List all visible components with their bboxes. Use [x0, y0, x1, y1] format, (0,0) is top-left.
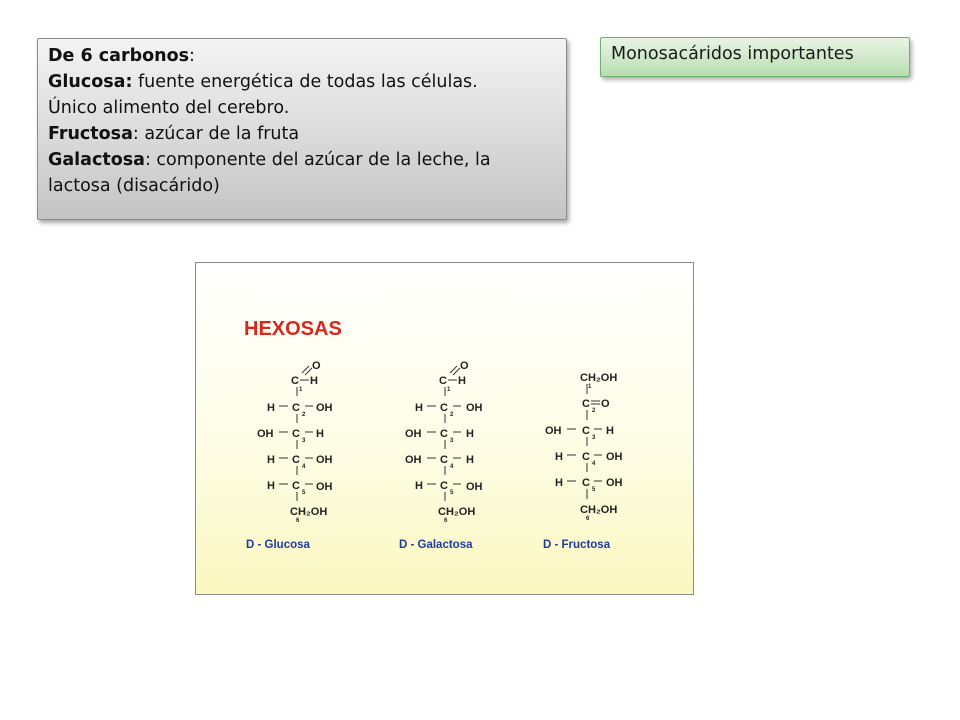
galactose-r3-right: H — [466, 428, 474, 440]
galactose-r3-left: OH — [405, 428, 422, 440]
fructose-r4-right: OH — [606, 451, 623, 463]
galactose-n6: 6 — [444, 518, 448, 524]
glucose-r4-right: OH — [316, 454, 333, 466]
glucose-n4: 4 — [302, 464, 306, 470]
fructose-n3: 3 — [592, 435, 596, 441]
fructose-top-ch2oh: CH₂OH — [580, 372, 618, 384]
text-fructosa: : azúcar de la fruta — [132, 124, 300, 144]
glucose-r3-right: H — [316, 428, 324, 440]
fructose-r3-right: H — [606, 425, 614, 437]
glucose-n6: 6 — [296, 518, 300, 524]
galactose-n2: 2 — [450, 412, 454, 418]
text-carbonos: : — [189, 46, 195, 66]
description-textbox — [37, 38, 567, 220]
glucose-c3: C — [292, 428, 300, 440]
glucose-structure — [257, 360, 333, 524]
fructose-n2: 2 — [592, 408, 596, 414]
galactose-c4: C — [440, 454, 448, 466]
fructose-n5: 5 — [592, 487, 596, 493]
glucose-n3: 3 — [302, 438, 306, 444]
line-galactosa — [48, 147, 556, 173]
galactose-n5: 5 — [450, 490, 454, 496]
text-glucosa: fuente energética de todas las células. — [132, 72, 478, 92]
galactose-c2: C — [440, 402, 448, 414]
galactose-n3: 3 — [450, 438, 454, 444]
glucose-r2-right: OH — [316, 402, 333, 414]
galactose-n1: 1 — [447, 387, 451, 393]
galactose-r2-left: H — [415, 402, 423, 414]
galactose-name: D - Galactosa — [399, 539, 473, 551]
galactose-ch2oh: CH₂OH — [438, 506, 476, 518]
figure-title: HEXOSAS — [244, 318, 342, 340]
fructose-c5: C — [582, 477, 590, 489]
fructose-n6: 6 — [586, 516, 590, 522]
glucose-o: O — [312, 360, 321, 372]
fructose-structure — [545, 372, 623, 522]
fructose-c4: C — [582, 451, 590, 463]
fructose-r5-right: OH — [606, 477, 623, 489]
glucose-c1: C — [291, 375, 299, 387]
line-lactosa: lactosa (disacárido) — [48, 176, 220, 196]
glucose-r2-left: H — [267, 402, 275, 414]
galactose-c1: C — [439, 375, 447, 387]
galactose-o: O — [460, 360, 469, 372]
glucose-c2: C — [292, 402, 300, 414]
glucose-r3-left: OH — [257, 428, 274, 440]
line-cerebro: Único alimento del cerebro. — [48, 98, 290, 118]
galactose-r5-right: OH — [466, 481, 483, 493]
label-carbonos: De 6 carbonos — [48, 46, 190, 66]
fructose-name: D - Fructosa — [543, 539, 611, 551]
glucose-n1: 1 — [299, 387, 303, 393]
hexoses-diagram — [196, 263, 695, 596]
line-glucosa — [48, 69, 556, 95]
galactose-c3: C — [440, 428, 448, 440]
galactose-r5-left: H — [415, 480, 423, 492]
glucose-c4: C — [292, 454, 300, 466]
galactose-r2-right: OH — [466, 402, 483, 414]
fructose-n1: 1 — [588, 384, 592, 390]
label-glucosa: Glucosa: — [48, 72, 133, 92]
hexoses-figure — [195, 262, 694, 595]
line-fructosa — [48, 121, 556, 147]
label-galactosa: Galactosa — [48, 150, 145, 170]
galactose-n4: 4 — [450, 464, 454, 470]
title-tag: Monosacáridos importantes — [600, 37, 910, 77]
galactose-r4-right: H — [466, 454, 474, 466]
glucose-name: D - Glucosa — [246, 539, 310, 551]
label-fructosa: Fructosa — [48, 124, 133, 144]
fructose-c3: C — [582, 425, 590, 437]
glucose-r5-right: OH — [316, 481, 333, 493]
galactose-structure — [405, 360, 483, 524]
text-galactosa: : componente del azúcar de la leche, la — [144, 150, 491, 170]
galactose-c5: C — [440, 480, 448, 492]
line-carbonos — [48, 43, 556, 69]
fructose-r3-left: OH — [545, 425, 562, 437]
glucose-c5: C — [292, 480, 300, 492]
glucose-h1: H — [310, 375, 318, 387]
fructose-n4: 4 — [592, 461, 596, 467]
galactose-h1: H — [458, 375, 466, 387]
glucose-r4-left: H — [267, 454, 275, 466]
glucose-n2: 2 — [302, 412, 306, 418]
galactose-r4-left: OH — [405, 454, 422, 466]
fructose-bottom-ch2oh: CH₂OH — [580, 504, 618, 516]
fructose-r4-left: H — [555, 451, 563, 463]
glucose-r5-left: H — [267, 480, 275, 492]
fructose-o: O — [601, 398, 610, 410]
fructose-c2: C — [582, 398, 590, 410]
glucose-n5: 5 — [302, 490, 306, 496]
glucose-ch2oh: CH₂OH — [290, 506, 328, 518]
fructose-r5-left: H — [555, 477, 563, 489]
